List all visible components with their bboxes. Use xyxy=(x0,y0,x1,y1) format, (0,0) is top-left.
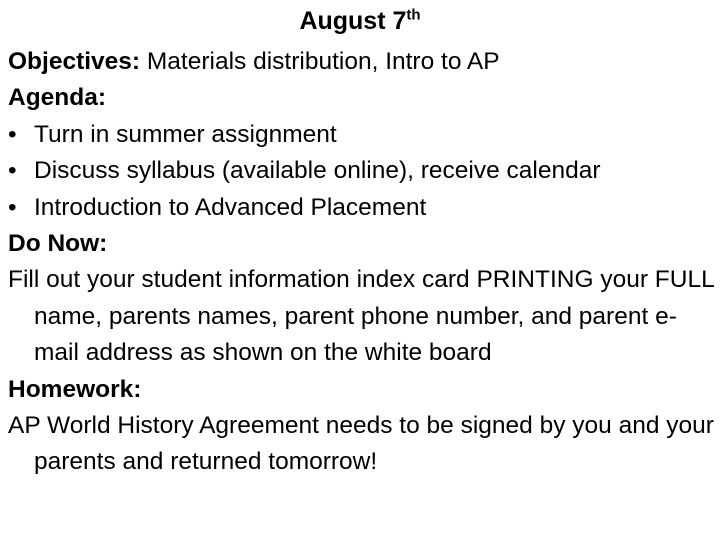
slide-title xyxy=(0,4,720,38)
objectives-text: Materials distribution, Intro to AP xyxy=(140,48,500,75)
bullet-icon: • xyxy=(8,120,17,148)
homework-text: AP World History Agreement needs to be signed by you and your parents and returned tomorrow! xyxy=(8,412,714,476)
objectives-label: Objectives: xyxy=(8,48,141,75)
agenda-label: Agenda: xyxy=(8,84,106,112)
agenda-item xyxy=(8,117,714,153)
do-now-text: Fill out your student information index card PRINTING your FULL name, parents names, parent phone number, and parent e-mail address as shown on the white board xyxy=(8,266,714,367)
agenda-item xyxy=(8,190,714,226)
title-date: August 7 xyxy=(299,7,407,35)
agenda-item-text: Discuss syllabus (available online), receive calendar xyxy=(34,157,601,185)
title-ordinal-suffix: th xyxy=(406,6,421,24)
agenda-item-text: Turn in summer assignment xyxy=(34,120,337,148)
bullet-icon: • xyxy=(8,193,17,221)
agenda-item-text: Introduction to Advanced Placement xyxy=(34,193,427,221)
homework-label: Homework: xyxy=(8,375,142,403)
do-now-label: Do Now: xyxy=(8,230,108,258)
objectives-line xyxy=(8,44,714,80)
slide-body xyxy=(8,44,714,481)
agenda-item xyxy=(8,153,714,189)
bullet-icon: • xyxy=(8,157,17,185)
